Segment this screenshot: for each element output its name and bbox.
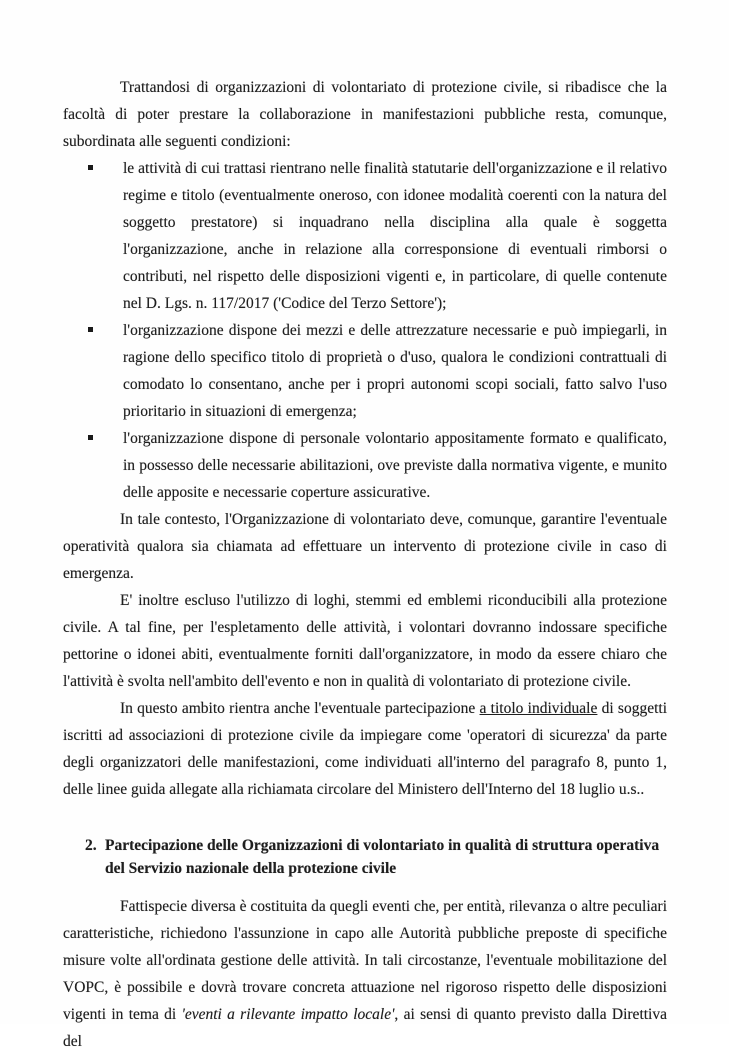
paragraph: [63, 695, 667, 803]
text-segment: , ai sensi di quanto previsto dalla Direttiva del: [63, 1006, 667, 1050]
text-segment: di soggetti iscritti ad associazioni di protezione civile da impiegare come 'operatori di sicurezza' da parte degli organizzatori delle manifestazioni, come individuati all'interno del paragrafo 8, punto 1, delle linee guida allegate alla richiamata circolare del Ministero dell'Interno del 18 luglio u.s..: [63, 700, 667, 798]
page-content: [63, 74, 667, 1055]
bullet-item: [63, 155, 667, 317]
text-segment: E' inoltre escluso l'utilizzo di loghi, stemmi ed emblemi riconducibili alla protezione civile. A tal fine, per l'espletamento delle attività, i volontari dovranno indossare specifiche pettorine o idonei abiti, eventualmente forniti dall'organizzatore, in modo da essere chiaro che l'attività è svolta nell'ambito dell'evento e non in qualità di volontariato di protezione civile.: [63, 592, 667, 690]
text-segment: Trattandosi di organizzazioni di volontariato di protezione civile, si ribadisce che la facoltà di poter prestare la collaborazione in manifestazioni pubbliche resta, comunque, subordinata alle seguenti condizioni:: [63, 79, 667, 150]
text-segment: l'organizzazione dispone di personale volontario appositamente formato e qualificato, in possesso delle necessarie abilitazioni, ove previste dalla normativa vigente, e munito delle apposite e necessarie coperture assicurative.: [123, 430, 667, 501]
text-segment: Partecipazione delle Organizzazioni di volontariato in qualità di struttura operativa del Servizio nazionale della protezione civile: [105, 837, 660, 877]
text-segment: In questo ambito rientra anche l'eventuale partecipazione: [120, 700, 480, 717]
paragraph: [63, 893, 667, 1055]
section-heading: [63, 834, 667, 880]
text-segment: l'organizzazione dispone dei mezzi e delle attrezzature necessarie e può impiegarli, in ragione dello specifico titolo di proprietà o d'uso, qualora le condizioni contrattuali di comodato lo consentano, anche per i propri autonomi scopi sociali, fatto salvo l'uso prioritario in situazioni di emergenza;: [123, 322, 667, 420]
heading-number: 2.: [85, 837, 97, 854]
text-segment: le attività di cui trattasi rientrano nelle finalità statutarie dell'organizzazione e il relativo regime e titolo (eventualmente oneroso, con idonee modalità coerenti con la natura del soggetto prestatore) si inquadrano nella disciplina alla quale è soggetta l'organizzazione, anche in relazione alla corresponsione di eventuali rimborsi o contributi, nel rispetto delle disposizioni vigenti e, in particolare, di quelle contenute nel D. Lgs. n. 117/2017 ('Codice del Terzo Settore');: [123, 160, 667, 312]
bullet-item: [63, 425, 667, 506]
text-segment: In tale contesto, l'Organizzazione di volontariato deve, comunque, garantire l'eventuale operatività qualora sia chiamata ad effettuare un intervento di protezione civile in caso di emergenza.: [63, 511, 667, 582]
text-segment: 'eventi a rilevante impatto locale': [181, 1006, 395, 1023]
bullet-item: [63, 317, 667, 425]
text-segment: a titolo individuale: [479, 700, 598, 717]
text-segment: Fattispecie diversa è costituita da quegli eventi che, per entità, rilevanza o altre peculiari caratteristiche, richiedono l'assunzione in capo alle Autorità pubbliche preposte di specifiche misure volte all'ordinata gestione delle attività. In tali circostanze, l'eventuale mobilitazione del VOPC, è possibile e dovrà trovare concreta attuazione nel rigoroso rispetto delle disposizioni vigenti in tema di: [63, 898, 668, 1023]
paragraph: [63, 74, 667, 155]
paragraph: [63, 506, 667, 587]
paragraph: [63, 587, 667, 695]
